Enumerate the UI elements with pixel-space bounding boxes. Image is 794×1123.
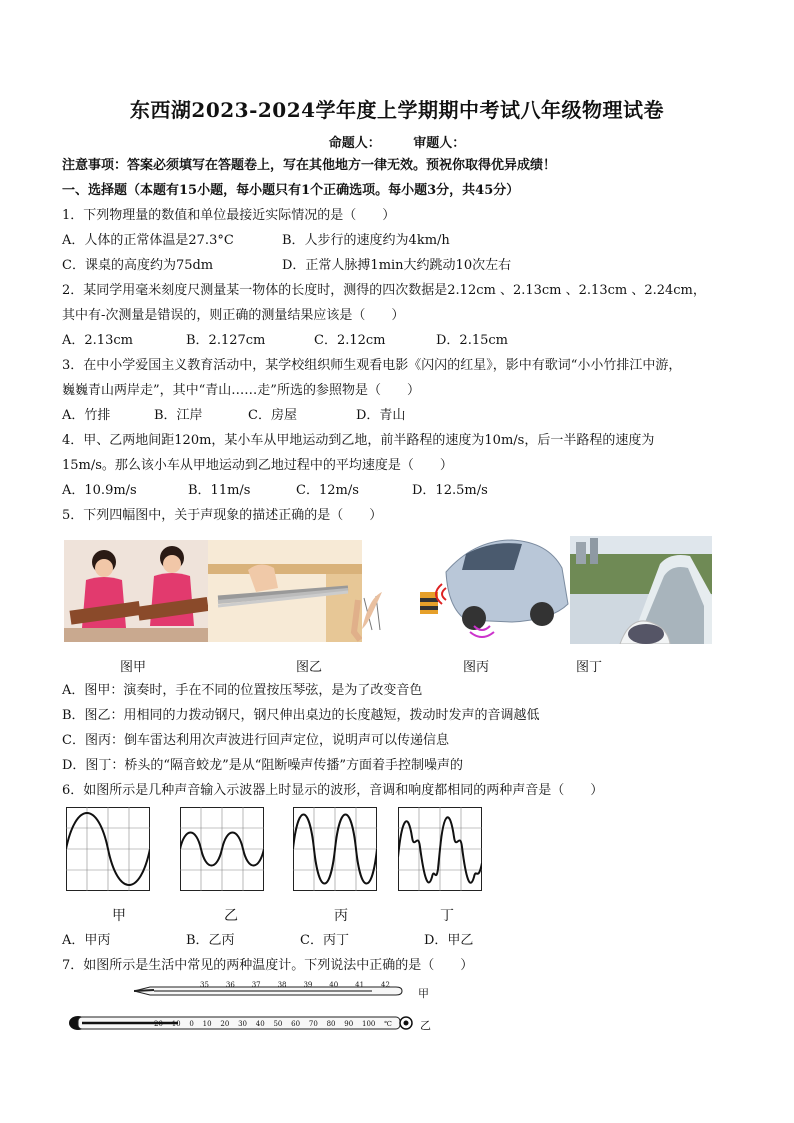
q5-option-c: C．图丙：倒车雷达利用次声波进行回声定位，说明声可以传递信息: [62, 733, 449, 748]
noise-barrier-illustration: [570, 536, 712, 644]
thermometer-jia-tick-0: 35: [200, 981, 209, 989]
thermometer-yi-tick-0: 20: [154, 1020, 163, 1028]
q3-stem-line1: 3．在中小学爱国主义教育活动中，某学校组织师生观看电影《闪闪的红星》，影中有歌词“小小竹排江中游，: [62, 358, 682, 373]
q1-stem: 1．下列物理量的数值和单位最接近实际情况的是（ ）: [62, 208, 396, 223]
q3-option-d: D．青山: [356, 408, 406, 423]
section-1-heading: 一、选择题（本题有15小题，每小题只有1个正确选项。每小题3分，共45分）: [62, 183, 520, 198]
q6-option-c: C．丙丁: [300, 933, 349, 948]
q1-options-row1: [62, 232, 450, 250]
waveform-label-jia: 甲: [112, 908, 126, 924]
exam-title: 东西湖2023-2024学年度上学期期中考试八年级物理试卷: [129, 98, 665, 122]
caption-yi: 图乙: [296, 660, 323, 675]
thermometer-yi-tick-5: 30: [238, 1020, 247, 1028]
q5-option-b: B．图乙：用相同的力拨动钢尺，钢尺伸出桌边的长度越短，拨动时发声的音调越低: [62, 708, 540, 723]
q5-option-d: D．图丁：桥头的“隔音蛟龙”是从“阻断噪声传播”方面着手控制噪声的: [62, 758, 464, 773]
q3-options: [62, 407, 405, 425]
car-radar-illustration: [362, 534, 570, 644]
thermometer-yi-tick-2: 0: [189, 1020, 194, 1028]
thermometer-jia-tick-2: 37: [251, 981, 261, 989]
thermometer-yi-tick-12: 100: [361, 1020, 376, 1028]
thermometer-yi-tick-6: 40: [255, 1020, 265, 1028]
thermometer-yi-tick-13: ℃: [384, 1020, 392, 1028]
setter-label: 命题人：: [328, 136, 381, 151]
thermometer-jia-tick-7: 42: [381, 981, 390, 989]
q4-stem-line2: 15m/s。那么该小车从甲地运动到乙地过程中的平均速度是（ ）: [62, 458, 453, 473]
q7-stem: 7．如图所示是生活中常见的两种温度计。下列说法中正确的是（ ）: [62, 958, 474, 973]
thermometer-jia-tick-6: 41: [355, 981, 365, 989]
waveform-ding: [398, 807, 482, 891]
caption-bing: 图丙: [463, 660, 490, 675]
thermometer-jia-tick-1: 36: [225, 981, 235, 989]
caption-jia: 图甲: [120, 660, 147, 675]
thermometer-yi-tick-8: 60: [291, 1020, 301, 1028]
thermometer-yi-tick-1: 10: [171, 1020, 181, 1028]
thermometer-jia-tick-4: 39: [303, 981, 313, 989]
q2-option-a: A．2.13cm: [62, 333, 133, 348]
q2-stem-line1: 2．某同学用毫米刻度尺测量某一物体的长度时，测得的四次数据是2.12cm 、2.13cm 、2.13cm 、2.24cm，: [62, 283, 706, 298]
q2-option-b: B．2.127cm: [186, 333, 266, 348]
q2-options: [62, 332, 508, 350]
q6-stem: 6．如图所示是几种声音输入示波器上时显示的波形，音调和响度都相同的两种声音是（ ）: [62, 783, 604, 798]
figure-jia-guzheng: [64, 540, 208, 642]
q4-stem-line1: 4．甲、乙两地间距120m，某小车从甲地运动到乙地，前半路程的速度为10m/s，后一半路程的速度为: [62, 433, 655, 448]
figure-ding-noise-barrier: [570, 536, 712, 644]
thermometer-jia-tick-5: 40: [329, 981, 339, 989]
q1-option-b: B．人步行的速度约为4km/h: [282, 233, 450, 248]
authors-line: [0, 132, 794, 151]
q1-option-c: C．课桌的高度约为75dm: [62, 258, 214, 273]
q4-option-c: C．12m/s: [296, 483, 359, 498]
q1-options-row2: [62, 257, 511, 275]
waveform-label-bing: 丙: [334, 908, 348, 924]
thermometer-yi-tick-3: 10: [202, 1020, 212, 1028]
waveform-yi: [180, 807, 264, 891]
waveform-bing: [293, 807, 377, 891]
q1-option-d: D．正常人脉搏1min大约跳动10次左右: [282, 258, 512, 273]
q3-option-c: C．房屋: [248, 408, 297, 423]
q5-option-a: A．图甲：演奏时，手在不同的位置按压琴弦，是为了改变音色: [62, 683, 423, 698]
q6-options: [62, 932, 473, 950]
q2-stem-line2: 其中有-次测量是错误的，则正确的测量结果应该是（ ）: [62, 308, 405, 323]
q4-option-a: A．10.9m/s: [62, 483, 137, 498]
thermometer-yi-tick-10: 80: [326, 1020, 336, 1028]
q3-option-a: A．竹排: [62, 408, 111, 423]
q5-stem: 5．下列四幅图中，关于声现象的描述正确的是（ ）: [62, 508, 383, 523]
thermometer-yi-tick-7: 50: [273, 1020, 283, 1028]
notice: 注意事项：答案必须填写在答题卷上，写在其他地方一律无效。预祝你取得优异成绩！: [62, 158, 557, 173]
q6-option-d: D．甲乙: [424, 933, 474, 948]
thermometer-yi-label: 乙: [420, 1019, 431, 1032]
q4-option-b: B．11m/s: [188, 483, 251, 498]
thermometer-jia-label: 甲: [418, 987, 429, 1000]
q4-options: [62, 482, 488, 500]
thermometer-yi-tick-11: 90: [344, 1020, 354, 1028]
reviewer-label: 审题人：: [413, 136, 466, 151]
thermometer-jia: [134, 982, 404, 1000]
thermometer-yi-tick-4: 20: [220, 1020, 230, 1028]
q2-option-c: C．2.12cm: [314, 333, 386, 348]
waveform-label-ding: 丁: [440, 908, 454, 924]
thermometer-jia-tick-3: 38: [277, 981, 287, 989]
caption-ding: 图丁: [576, 660, 603, 675]
q1-option-a: A．人体的正常体温是27.3°C: [62, 233, 234, 248]
thermometer-yi-tick-9: 70: [308, 1020, 318, 1028]
thermometer-yi-scale: [154, 1020, 392, 1030]
ruler-illustration: [208, 540, 362, 642]
waveform-label-yi: 乙: [224, 908, 238, 924]
q6-option-b: B．乙丙: [186, 933, 235, 948]
q3-option-b: B．江岸: [154, 408, 203, 423]
thermometer-jia-scale: [200, 981, 390, 991]
guzheng-illustration: [64, 540, 208, 642]
waveform-jia: [66, 807, 150, 891]
thermometer-yi: [68, 1012, 414, 1034]
figure-bing-car: [362, 534, 570, 644]
figure-yi-ruler: [208, 540, 362, 642]
q2-option-d: D．2.15cm: [436, 333, 508, 348]
q6-option-a: A．甲丙: [62, 933, 111, 948]
q3-stem-line2: 巍巍青山两岸走”，其中“青山……走”所选的参照物是（ ）: [62, 383, 420, 398]
q4-option-d: D．12.5m/s: [412, 483, 488, 498]
